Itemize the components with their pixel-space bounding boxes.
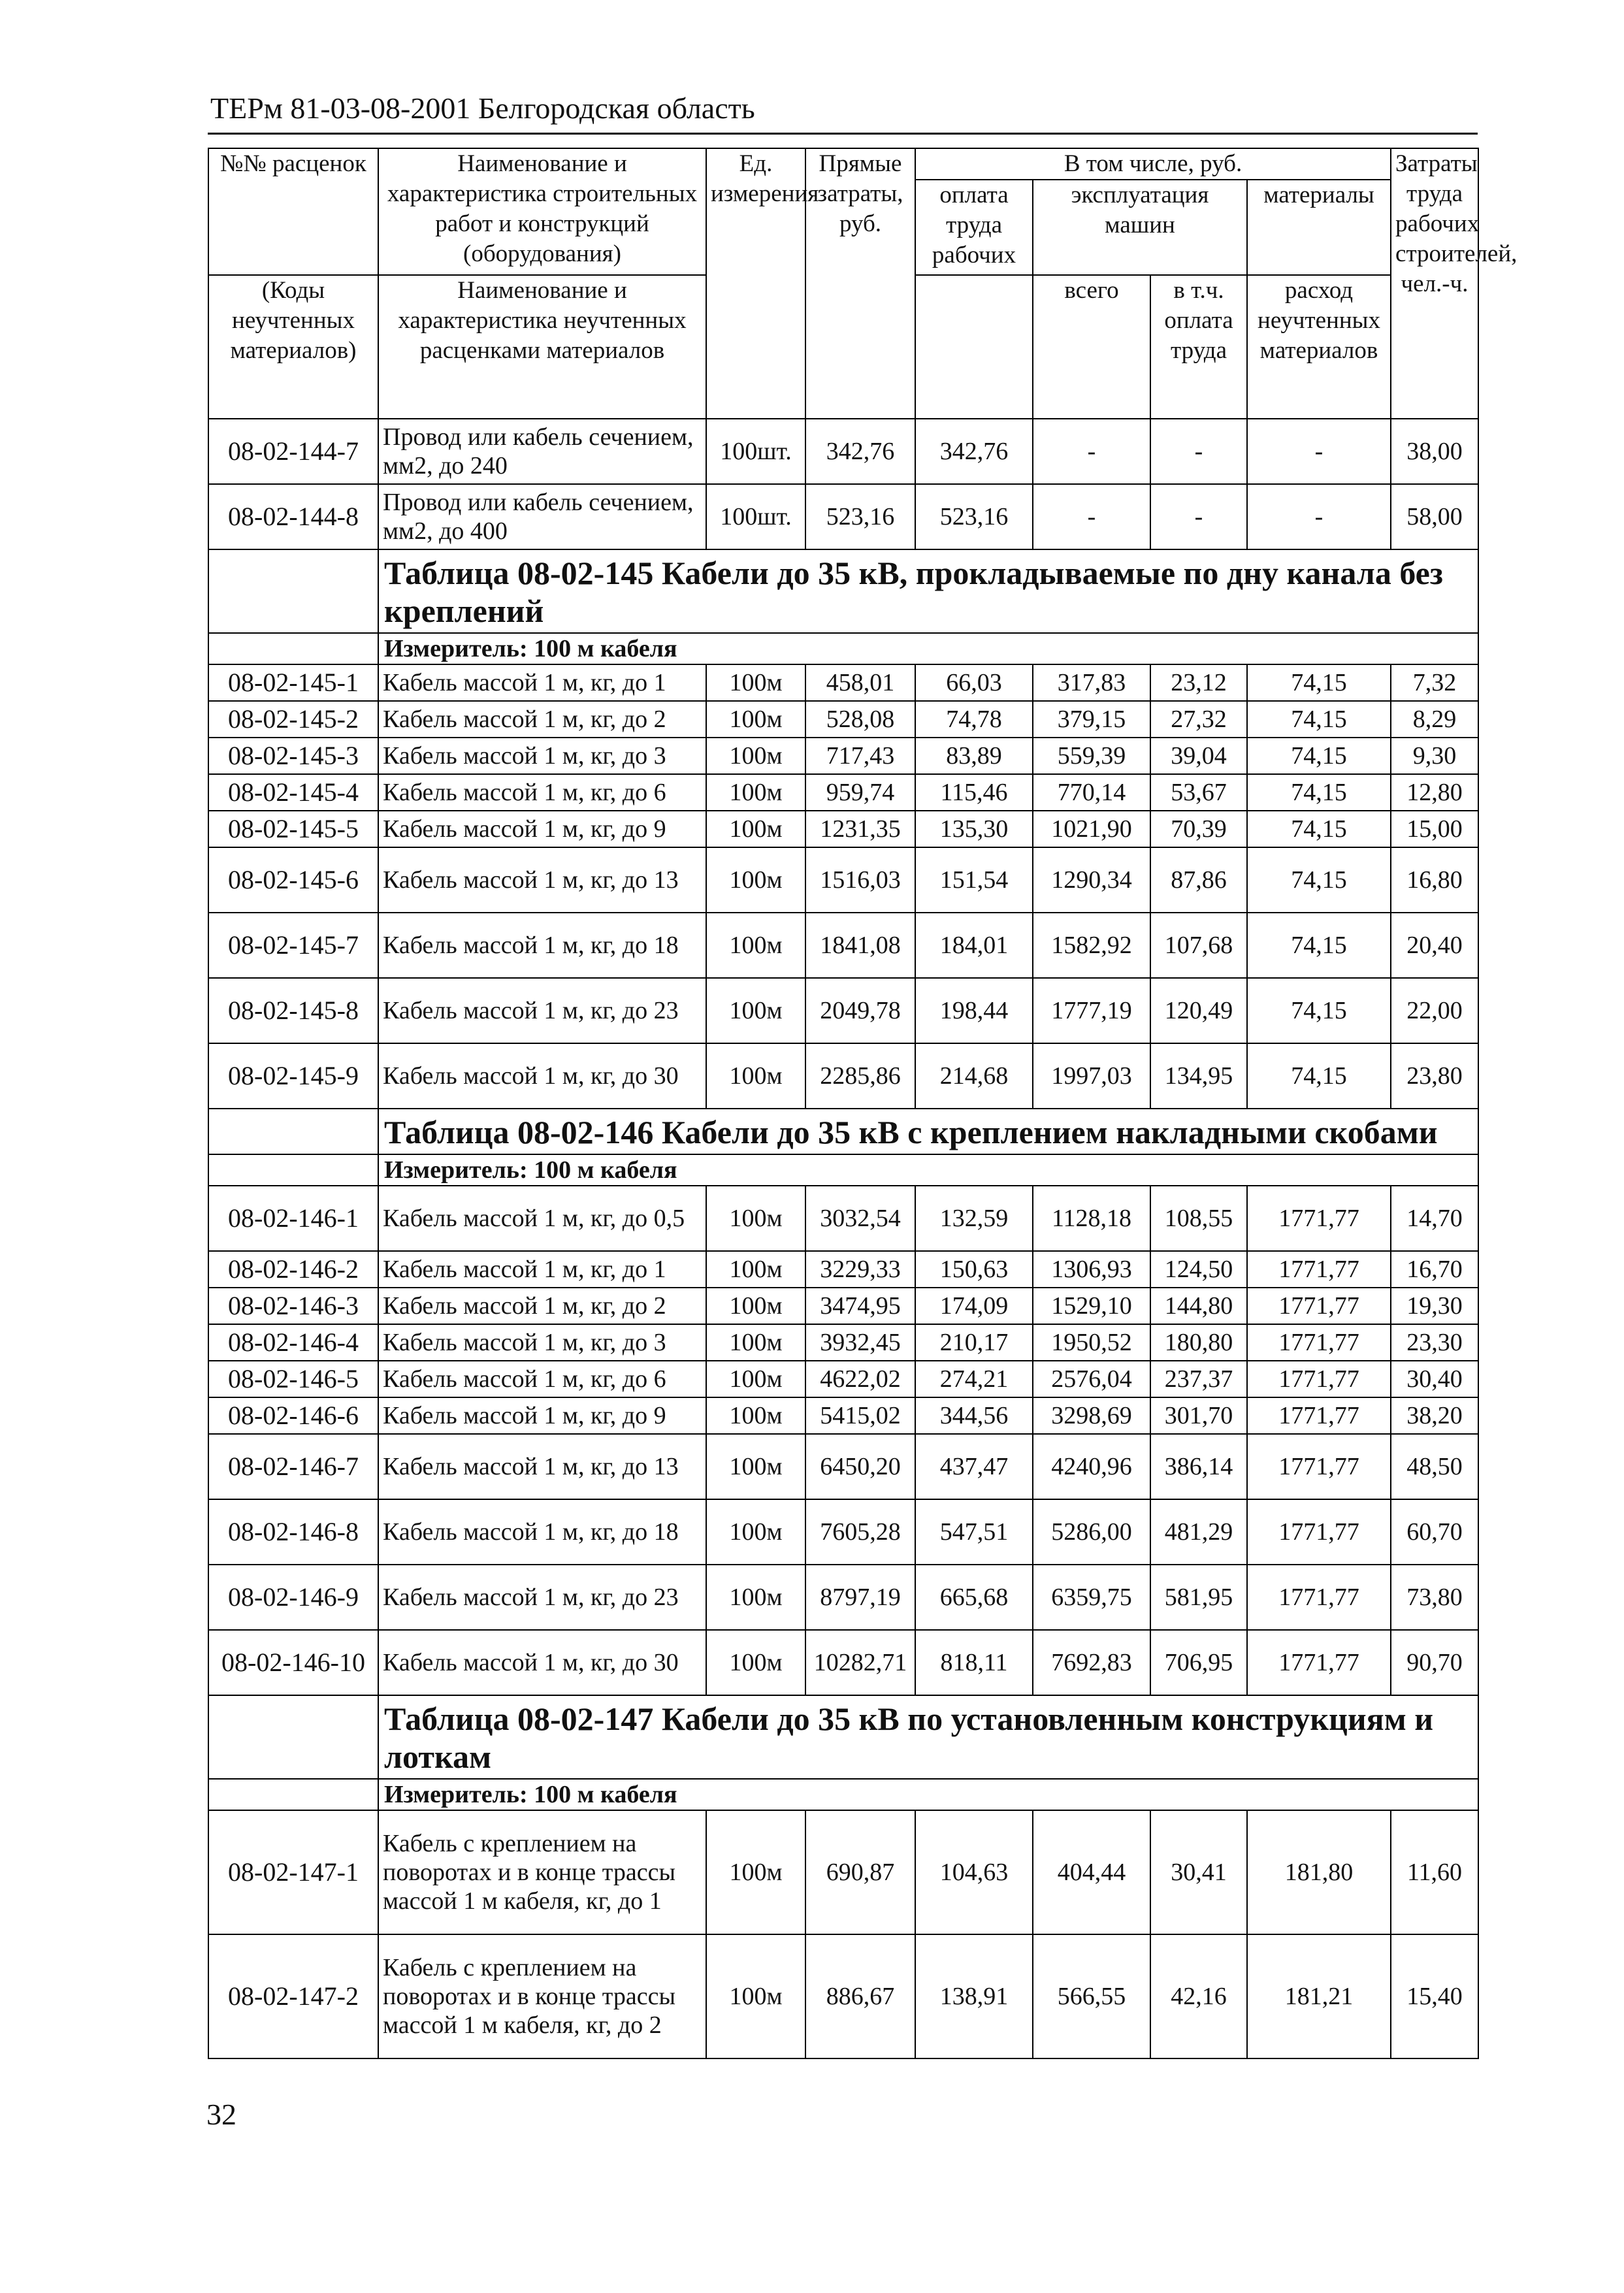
cell-unit: 100м (706, 738, 805, 774)
cell-direct: 4622,02 (805, 1361, 915, 1397)
header-name-sub: Наименование и характеристика неучтенных расценками материалов (378, 275, 706, 419)
table-row (208, 1043, 1478, 1109)
cell-unit: 100м (706, 1565, 805, 1630)
cell-mach: 2576,04 (1033, 1361, 1150, 1397)
cell-mach: 7692,83 (1033, 1630, 1150, 1695)
cell-mach: 1290,34 (1033, 847, 1150, 913)
rate-name: Провод или кабель сечением, мм2, до 400 (378, 484, 706, 549)
cell-unit: 100м (706, 1288, 805, 1324)
cell-labor: 38,00 (1391, 419, 1478, 484)
rate-code: 08-02-147-2 (208, 1934, 378, 2058)
measure-label: Измеритель: 100 м кабеля (378, 633, 1478, 664)
cell-mat: 74,15 (1247, 664, 1391, 701)
measure-label: Измеритель: 100 м кабеля (378, 1779, 1478, 1810)
cell-direct: 342,76 (805, 419, 915, 484)
cell-unit: 100м (706, 664, 805, 701)
cell-mat: - (1247, 484, 1391, 549)
rate-code: 08-02-145-3 (208, 738, 378, 774)
cell-mach: - (1033, 484, 1150, 549)
cell-mach: 566,55 (1033, 1934, 1150, 2058)
cell-labor: 38,20 (1391, 1397, 1478, 1434)
cell-direct: 528,08 (805, 701, 915, 738)
header-code: №№ расценок (208, 148, 378, 275)
cell-mach-labor: 237,37 (1150, 1361, 1247, 1397)
cell-mat: 1771,77 (1247, 1630, 1391, 1695)
cell-mach: 1950,52 (1033, 1324, 1150, 1361)
cell-labor-pay: 198,44 (915, 978, 1033, 1043)
cell-direct: 3229,33 (805, 1251, 915, 1288)
table-row (208, 1565, 1478, 1630)
cell-labor: 23,30 (1391, 1324, 1478, 1361)
rate-name: Кабель массой 1 м, кг, до 6 (378, 1361, 706, 1397)
cell-mat: 1771,77 (1247, 1186, 1391, 1251)
header-machines-total: всего (1033, 275, 1150, 419)
cell-mat: 74,15 (1247, 774, 1391, 811)
cell-unit: 100шт. (706, 484, 805, 549)
cell-labor-pay: 151,54 (915, 847, 1033, 913)
section-left-empty (208, 549, 378, 633)
rate-name: Кабель массой 1 м, кг, до 3 (378, 738, 706, 774)
rate-name: Кабель массой 1 м, кг, до 23 (378, 978, 706, 1043)
cell-mach-labor: 30,41 (1150, 1810, 1247, 1934)
table-row (208, 664, 1478, 701)
cell-direct: 5415,02 (805, 1397, 915, 1434)
cell-labor: 30,40 (1391, 1361, 1478, 1397)
cell-mach: 1128,18 (1033, 1186, 1150, 1251)
cell-labor-pay: 547,51 (915, 1499, 1033, 1565)
table-row (208, 913, 1478, 978)
cell-direct: 1841,08 (805, 913, 915, 978)
section-title: Таблица 08-02-145 Кабели до 35 кВ, прокладываемые по дну канала без креплений (378, 549, 1478, 633)
table-row (208, 1288, 1478, 1324)
cell-labor-pay: 174,09 (915, 1288, 1033, 1324)
cell-labor-pay: 66,03 (915, 664, 1033, 701)
cell-mach-labor: 180,80 (1150, 1324, 1247, 1361)
cell-mach: 404,44 (1033, 1810, 1150, 1934)
title-rule (208, 133, 1478, 135)
cell-mat: 1771,77 (1247, 1251, 1391, 1288)
cell-mat: 1771,77 (1247, 1434, 1391, 1499)
rate-name: Кабель массой 1 м, кг, до 13 (378, 1434, 706, 1499)
cell-labor: 48,50 (1391, 1434, 1478, 1499)
table-row (208, 738, 1478, 774)
cell-mach-labor: 581,95 (1150, 1565, 1247, 1630)
header-machines-labor: в т.ч. оплата труда (1150, 275, 1247, 419)
table-row (208, 1434, 1478, 1499)
rate-code: 08-02-146-5 (208, 1361, 378, 1397)
cell-unit: 100м (706, 1043, 805, 1109)
cell-labor-pay: 104,63 (915, 1810, 1033, 1934)
rate-code: 08-02-147-1 (208, 1810, 378, 1934)
measure-left-empty (208, 1154, 378, 1186)
cell-mat: 74,15 (1247, 738, 1391, 774)
rate-code: 08-02-144-8 (208, 484, 378, 549)
cell-direct: 2049,78 (805, 978, 915, 1043)
header-materials-sub: расход неучтенных материалов (1247, 275, 1391, 419)
cell-labor-pay: 132,59 (915, 1186, 1033, 1251)
cell-labor-pay: 135,30 (915, 811, 1033, 847)
cell-unit: 100м (706, 1434, 805, 1499)
header-unit: Ед. измерения (706, 148, 805, 419)
cell-unit: 100м (706, 1810, 805, 1934)
cell-unit: 100м (706, 701, 805, 738)
cell-mat: 74,15 (1247, 913, 1391, 978)
cell-direct: 886,67 (805, 1934, 915, 2058)
cell-direct: 1231,35 (805, 811, 915, 847)
cell-mat: - (1247, 419, 1391, 484)
rate-name: Кабель массой 1 м, кг, до 0,5 (378, 1186, 706, 1251)
rate-code: 08-02-145-6 (208, 847, 378, 913)
cell-unit: 100м (706, 1499, 805, 1565)
measure-left-empty (208, 633, 378, 664)
rate-name: Кабель массой 1 м, кг, до 13 (378, 847, 706, 913)
cell-direct: 7605,28 (805, 1499, 915, 1565)
cell-mach-labor: 124,50 (1150, 1251, 1247, 1288)
cell-labor-pay: 342,76 (915, 419, 1033, 484)
cell-labor: 16,80 (1391, 847, 1478, 913)
cell-mat: 181,21 (1247, 1934, 1391, 2058)
cell-mach: - (1033, 419, 1150, 484)
cell-labor: 14,70 (1391, 1186, 1478, 1251)
rate-name: Кабель с креплением на поворотах и в конце трассы массой 1 м кабеля, кг, до 2 (378, 1934, 706, 2058)
cell-direct: 8797,19 (805, 1565, 915, 1630)
table-row (208, 1397, 1478, 1434)
cell-mach-labor: 706,95 (1150, 1630, 1247, 1695)
cell-mach-labor: 301,70 (1150, 1397, 1247, 1434)
rate-code: 08-02-145-2 (208, 701, 378, 738)
section-title: Таблица 08-02-146 Кабели до 35 кВ с креплением накладными скобами (378, 1109, 1478, 1154)
cell-labor: 9,30 (1391, 738, 1478, 774)
rate-name: Кабель массой 1 м, кг, до 23 (378, 1565, 706, 1630)
header-name: Наименование и характеристика строительных работ и конструкций (оборудования) (378, 148, 706, 275)
table-row (208, 811, 1478, 847)
cell-mat: 74,15 (1247, 701, 1391, 738)
cell-mach-labor: 23,12 (1150, 664, 1247, 701)
cell-mach: 770,14 (1033, 774, 1150, 811)
cell-labor: 19,30 (1391, 1288, 1478, 1324)
cell-mat: 1771,77 (1247, 1288, 1391, 1324)
cell-mach: 1582,92 (1033, 913, 1150, 978)
header-labor-pay: оплата труда рабочих (915, 180, 1033, 275)
cell-labor-pay: 184,01 (915, 913, 1033, 978)
cell-mach-labor: 120,49 (1150, 978, 1247, 1043)
cell-mat: 74,15 (1247, 978, 1391, 1043)
measure-left-empty (208, 1779, 378, 1810)
cell-unit: 100м (706, 1934, 805, 2058)
table-row (208, 1251, 1478, 1288)
cell-labor-pay: 523,16 (915, 484, 1033, 549)
cell-labor: 90,70 (1391, 1630, 1478, 1695)
cell-mach-labor: 39,04 (1150, 738, 1247, 774)
rate-name: Кабель массой 1 м, кг, до 6 (378, 774, 706, 811)
cell-direct: 690,87 (805, 1810, 915, 1934)
rate-name: Кабель с креплением на поворотах и в конце трассы массой 1 м кабеля, кг, до 1 (378, 1810, 706, 1934)
cell-direct: 717,43 (805, 738, 915, 774)
cell-labor: 7,32 (1391, 664, 1478, 701)
cell-mach-labor: 42,16 (1150, 1934, 1247, 2058)
rate-code: 08-02-146-9 (208, 1565, 378, 1630)
table-row (208, 1630, 1478, 1695)
cell-labor-pay: 150,63 (915, 1251, 1033, 1288)
table-row (208, 1499, 1478, 1565)
cell-labor-pay: 214,68 (915, 1043, 1033, 1109)
cell-mach: 4240,96 (1033, 1434, 1150, 1499)
rate-code: 08-02-146-10 (208, 1630, 378, 1695)
cell-labor: 58,00 (1391, 484, 1478, 549)
table-row (208, 419, 1478, 484)
cell-mach-labor: 144,80 (1150, 1288, 1247, 1324)
table-row (208, 847, 1478, 913)
cell-mach-labor: 108,55 (1150, 1186, 1247, 1251)
cell-mach: 379,15 (1033, 701, 1150, 738)
cell-labor: 11,60 (1391, 1810, 1478, 1934)
cell-unit: 100м (706, 1186, 805, 1251)
rate-code: 08-02-146-6 (208, 1397, 378, 1434)
header-machines: эксплуатация машин (1033, 180, 1247, 275)
cell-mach-labor: 87,86 (1150, 847, 1247, 913)
rate-code: 08-02-145-4 (208, 774, 378, 811)
cell-labor-pay: 274,21 (915, 1361, 1033, 1397)
rate-name: Провод или кабель сечением, мм2, до 240 (378, 419, 706, 484)
rate-name: Кабель массой 1 м, кг, до 18 (378, 913, 706, 978)
rate-code: 08-02-146-4 (208, 1324, 378, 1361)
cell-labor-pay: 83,89 (915, 738, 1033, 774)
cell-unit: 100м (706, 978, 805, 1043)
cell-direct: 1516,03 (805, 847, 915, 913)
rate-name: Кабель массой 1 м, кг, до 18 (378, 1499, 706, 1565)
cell-mat: 181,80 (1247, 1810, 1391, 1934)
rate-code: 08-02-145-9 (208, 1043, 378, 1109)
rate-code: 08-02-146-2 (208, 1251, 378, 1288)
rate-code: 08-02-145-1 (208, 664, 378, 701)
rate-name: Кабель массой 1 м, кг, до 1 (378, 1251, 706, 1288)
cell-mach-labor: 53,67 (1150, 774, 1247, 811)
cell-unit: 100м (706, 913, 805, 978)
cell-mat: 74,15 (1247, 811, 1391, 847)
table-row (208, 1934, 1478, 2058)
cell-unit: 100м (706, 847, 805, 913)
rate-code: 08-02-145-8 (208, 978, 378, 1043)
cell-labor-pay: 344,56 (915, 1397, 1033, 1434)
cell-direct: 3932,45 (805, 1324, 915, 1361)
cell-unit: 100шт. (706, 419, 805, 484)
cell-mat: 1771,77 (1247, 1499, 1391, 1565)
rate-code: 08-02-144-7 (208, 419, 378, 484)
cell-labor-pay: 437,47 (915, 1434, 1033, 1499)
cell-mach: 1306,93 (1033, 1251, 1150, 1288)
cell-mach-labor: - (1150, 419, 1247, 484)
cell-direct: 458,01 (805, 664, 915, 701)
cell-mach-labor: - (1150, 484, 1247, 549)
table-row (208, 1361, 1478, 1397)
cell-mach-labor: 107,68 (1150, 913, 1247, 978)
cell-labor: 15,40 (1391, 1934, 1478, 2058)
cell-labor-pay: 210,17 (915, 1324, 1033, 1361)
table-row (208, 484, 1478, 549)
cell-mat: 1771,77 (1247, 1324, 1391, 1361)
cell-direct: 2285,86 (805, 1043, 915, 1109)
cell-mach-labor: 70,39 (1150, 811, 1247, 847)
cell-labor: 12,80 (1391, 774, 1478, 811)
cell-mach: 1777,19 (1033, 978, 1150, 1043)
rate-code: 08-02-146-8 (208, 1499, 378, 1565)
header-labor: Затраты труда рабочих строителей, чел.-ч. (1391, 148, 1478, 419)
cell-labor: 22,00 (1391, 978, 1478, 1043)
header-labor-pay-empty (915, 275, 1033, 419)
rate-code: 08-02-146-7 (208, 1434, 378, 1499)
cell-unit: 100м (706, 1361, 805, 1397)
header-including: В том числе, руб. (915, 148, 1391, 180)
page-number: 32 (206, 2098, 236, 2131)
rate-code: 08-02-146-3 (208, 1288, 378, 1324)
cell-mach-labor: 27,32 (1150, 701, 1247, 738)
cell-labor-pay: 665,68 (915, 1565, 1033, 1630)
page-title: ТЕРм 81-03-08-2001 Белгородская область (210, 91, 755, 125)
cell-direct: 3474,95 (805, 1288, 915, 1324)
cell-direct: 523,16 (805, 484, 915, 549)
cell-unit: 100м (706, 774, 805, 811)
cell-labor-pay: 115,46 (915, 774, 1033, 811)
cell-labor: 20,40 (1391, 913, 1478, 978)
table-row (208, 774, 1478, 811)
cell-labor: 60,70 (1391, 1499, 1478, 1565)
cell-direct: 3032,54 (805, 1186, 915, 1251)
table-row (208, 701, 1478, 738)
table-row (208, 1324, 1478, 1361)
cell-labor: 73,80 (1391, 1565, 1478, 1630)
measure-label: Измеритель: 100 м кабеля (378, 1154, 1478, 1186)
rate-name: Кабель массой 1 м, кг, до 30 (378, 1043, 706, 1109)
cell-labor-pay: 818,11 (915, 1630, 1033, 1695)
cell-mach: 317,83 (1033, 664, 1150, 701)
cell-mat: 1771,77 (1247, 1565, 1391, 1630)
section-title: Таблица 08-02-147 Кабели до 35 кВ по установленным конструкциям и лоткам (378, 1695, 1478, 1779)
cell-labor: 15,00 (1391, 811, 1478, 847)
cell-mach: 6359,75 (1033, 1565, 1150, 1630)
rate-name: Кабель массой 1 м, кг, до 9 (378, 811, 706, 847)
table-row (208, 1186, 1478, 1251)
rate-name: Кабель массой 1 м, кг, до 9 (378, 1397, 706, 1434)
cell-direct: 10282,71 (805, 1630, 915, 1695)
table-row (208, 1810, 1478, 1934)
cell-mach: 5286,00 (1033, 1499, 1150, 1565)
cell-mach-labor: 386,14 (1150, 1434, 1247, 1499)
section-left-empty (208, 1695, 378, 1779)
cell-labor-pay: 138,91 (915, 1934, 1033, 2058)
cell-mach: 1997,03 (1033, 1043, 1150, 1109)
cell-unit: 100м (706, 1630, 805, 1695)
cell-unit: 100м (706, 1251, 805, 1288)
cell-mat: 74,15 (1247, 1043, 1391, 1109)
section-left-empty (208, 1109, 378, 1154)
cell-mach-labor: 134,95 (1150, 1043, 1247, 1109)
cell-labor: 16,70 (1391, 1251, 1478, 1288)
cell-labor: 23,80 (1391, 1043, 1478, 1109)
cell-mat: 74,15 (1247, 847, 1391, 913)
cell-mach-labor: 481,29 (1150, 1499, 1247, 1565)
cell-labor-pay: 74,78 (915, 701, 1033, 738)
cell-mach: 559,39 (1033, 738, 1150, 774)
price-table (208, 148, 1518, 2059)
rate-name: Кабель массой 1 м, кг, до 2 (378, 1288, 706, 1324)
header-direct-costs: Прямые затраты, руб. (805, 148, 915, 419)
cell-mach: 1021,90 (1033, 811, 1150, 847)
cell-unit: 100м (706, 1324, 805, 1361)
header-materials: материалы (1247, 180, 1391, 275)
cell-mat: 1771,77 (1247, 1361, 1391, 1397)
cell-unit: 100м (706, 811, 805, 847)
cell-labor: 8,29 (1391, 701, 1478, 738)
cell-mach: 1529,10 (1033, 1288, 1150, 1324)
rate-code: 08-02-145-7 (208, 913, 378, 978)
cell-direct: 959,74 (805, 774, 915, 811)
rate-code: 08-02-146-1 (208, 1186, 378, 1251)
cell-unit: 100м (706, 1397, 805, 1434)
cell-direct: 6450,20 (805, 1434, 915, 1499)
rate-name: Кабель массой 1 м, кг, до 2 (378, 701, 706, 738)
rate-name: Кабель массой 1 м, кг, до 30 (378, 1630, 706, 1695)
rate-name: Кабель массой 1 м, кг, до 1 (378, 664, 706, 701)
rate-name: Кабель массой 1 м, кг, до 3 (378, 1324, 706, 1361)
header-code-sub: (Коды неучтенных материалов) (208, 275, 378, 419)
cell-mach: 3298,69 (1033, 1397, 1150, 1434)
rate-code: 08-02-145-5 (208, 811, 378, 847)
cell-mat: 1771,77 (1247, 1397, 1391, 1434)
table-row (208, 978, 1478, 1043)
